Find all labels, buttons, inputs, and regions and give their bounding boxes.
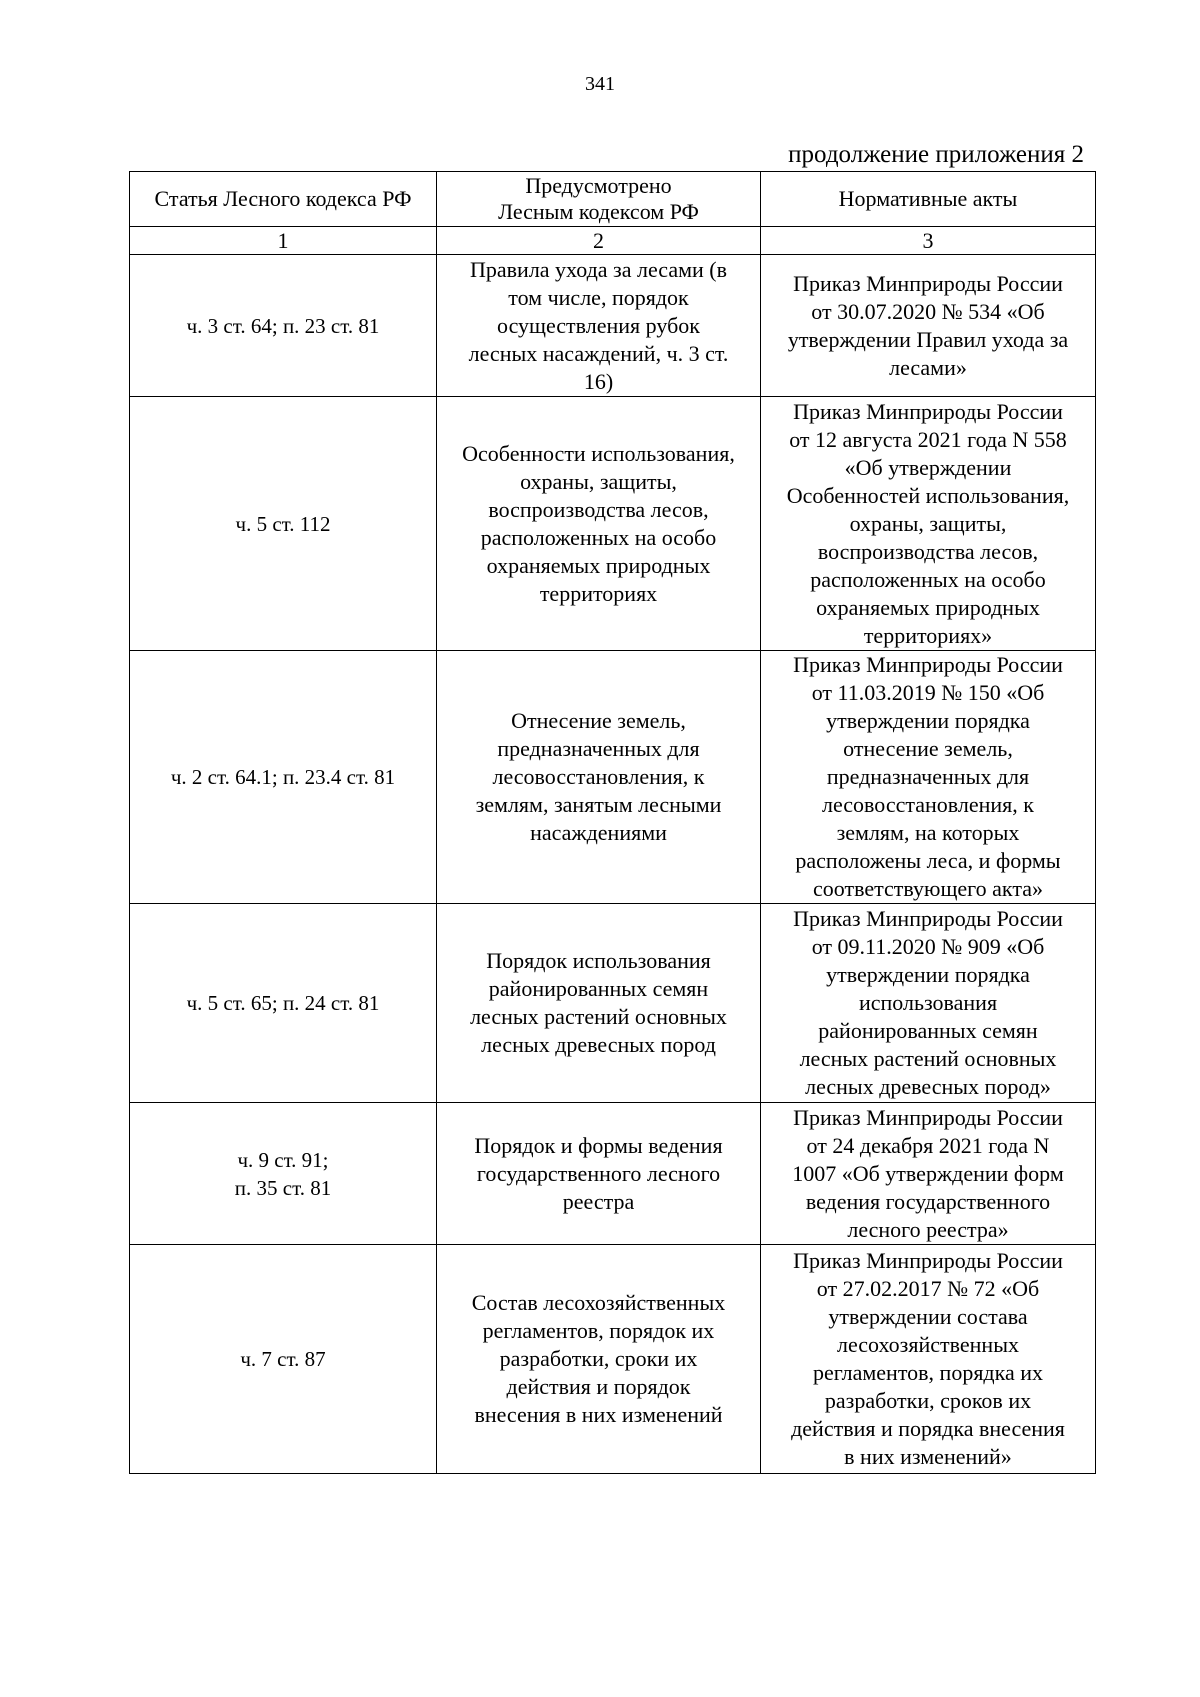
header-provision: Предусмотрено Лесным кодексом РФ <box>437 172 761 227</box>
cell-acts: Приказ Минприроды России от 30.07.2020 № 534 «Об утверждении Правил ухода за лесами» <box>761 255 1096 397</box>
column-number: 3 <box>761 227 1096 255</box>
cell-provision: Особенности использования, охраны, защиты, воспроизводства лесов, расположенных на особо охраняемых природных территориях <box>437 397 761 651</box>
cell-acts: Приказ Минприроды России от 24 декабря 2021 года N 1007 «Об утверждении форм ведения государственного лесного реестра» <box>761 1103 1096 1245</box>
cell-article: ч. 7 ст. 87 <box>130 1245 437 1474</box>
header-article: Статья Лесного кодекса РФ <box>130 172 437 227</box>
cell-provision: Отнесение земель, предназначенных для лесовосстановления, к землям, занятым лесными насаждениями <box>437 651 761 904</box>
header-acts: Нормативные акты <box>761 172 1096 227</box>
table-row <box>130 397 1096 651</box>
header-row <box>130 172 1096 227</box>
table-row <box>130 1245 1096 1474</box>
regulations-table <box>129 171 1096 1474</box>
table-row <box>130 255 1096 397</box>
cell-provision: Порядок и формы ведения государственного лесного реестра <box>437 1103 761 1245</box>
column-number: 2 <box>437 227 761 255</box>
cell-acts: Приказ Минприроды России от 11.03.2019 № 150 «Об утверждении порядка отнесение земель, предназначенных для лесовосстановления, к землям, на которых расположены леса, и формы соответствующего акта» <box>761 651 1096 904</box>
cell-provision: Порядок использования районированных семян лесных растений основных лесных древесных пород <box>437 904 761 1103</box>
table-row <box>130 1103 1096 1245</box>
cell-provision: Правила ухода за лесами (в том числе, порядок осуществления рубок лесных насаждений, ч. 3 ст. 16) <box>437 255 761 397</box>
column-number: 1 <box>130 227 437 255</box>
table-row <box>130 904 1096 1103</box>
column-number-row <box>130 227 1096 255</box>
cell-provision: Состав лесохозяйственных регламентов, порядок их разработки, сроки их действия и порядок внесения в них изменений <box>437 1245 761 1474</box>
cell-article: ч. 5 ст. 112 <box>130 397 437 651</box>
cell-article: ч. 9 ст. 91; п. 35 ст. 81 <box>130 1103 437 1245</box>
cell-article: ч. 2 ст. 64.1; п. 23.4 ст. 81 <box>130 651 437 904</box>
continuation-label: продолжение приложения 2 <box>788 141 1084 168</box>
page-number: 341 <box>585 73 615 95</box>
cell-acts: Приказ Минприроды России от 09.11.2020 № 909 «Об утверждении порядка использования районированных семян лесных растений основных лесных древесных пород» <box>761 904 1096 1103</box>
table-row <box>130 651 1096 904</box>
cell-article: ч. 3 ст. 64; п. 23 ст. 81 <box>130 255 437 397</box>
cell-article: ч. 5 ст. 65; п. 24 ст. 81 <box>130 904 437 1103</box>
cell-acts: Приказ Минприроды России от 27.02.2017 № 72 «Об утверждении состава лесохозяйственных регламентов, порядка их разработки, сроков их действия и порядка внесения в них изменений» <box>761 1245 1096 1474</box>
cell-acts: Приказ Минприроды России от 12 августа 2021 года N 558 «Об утверждении Особенностей использования, охраны, защиты, воспроизводства лесов, расположенных на особо охраняемых природных территориях» <box>761 397 1096 651</box>
